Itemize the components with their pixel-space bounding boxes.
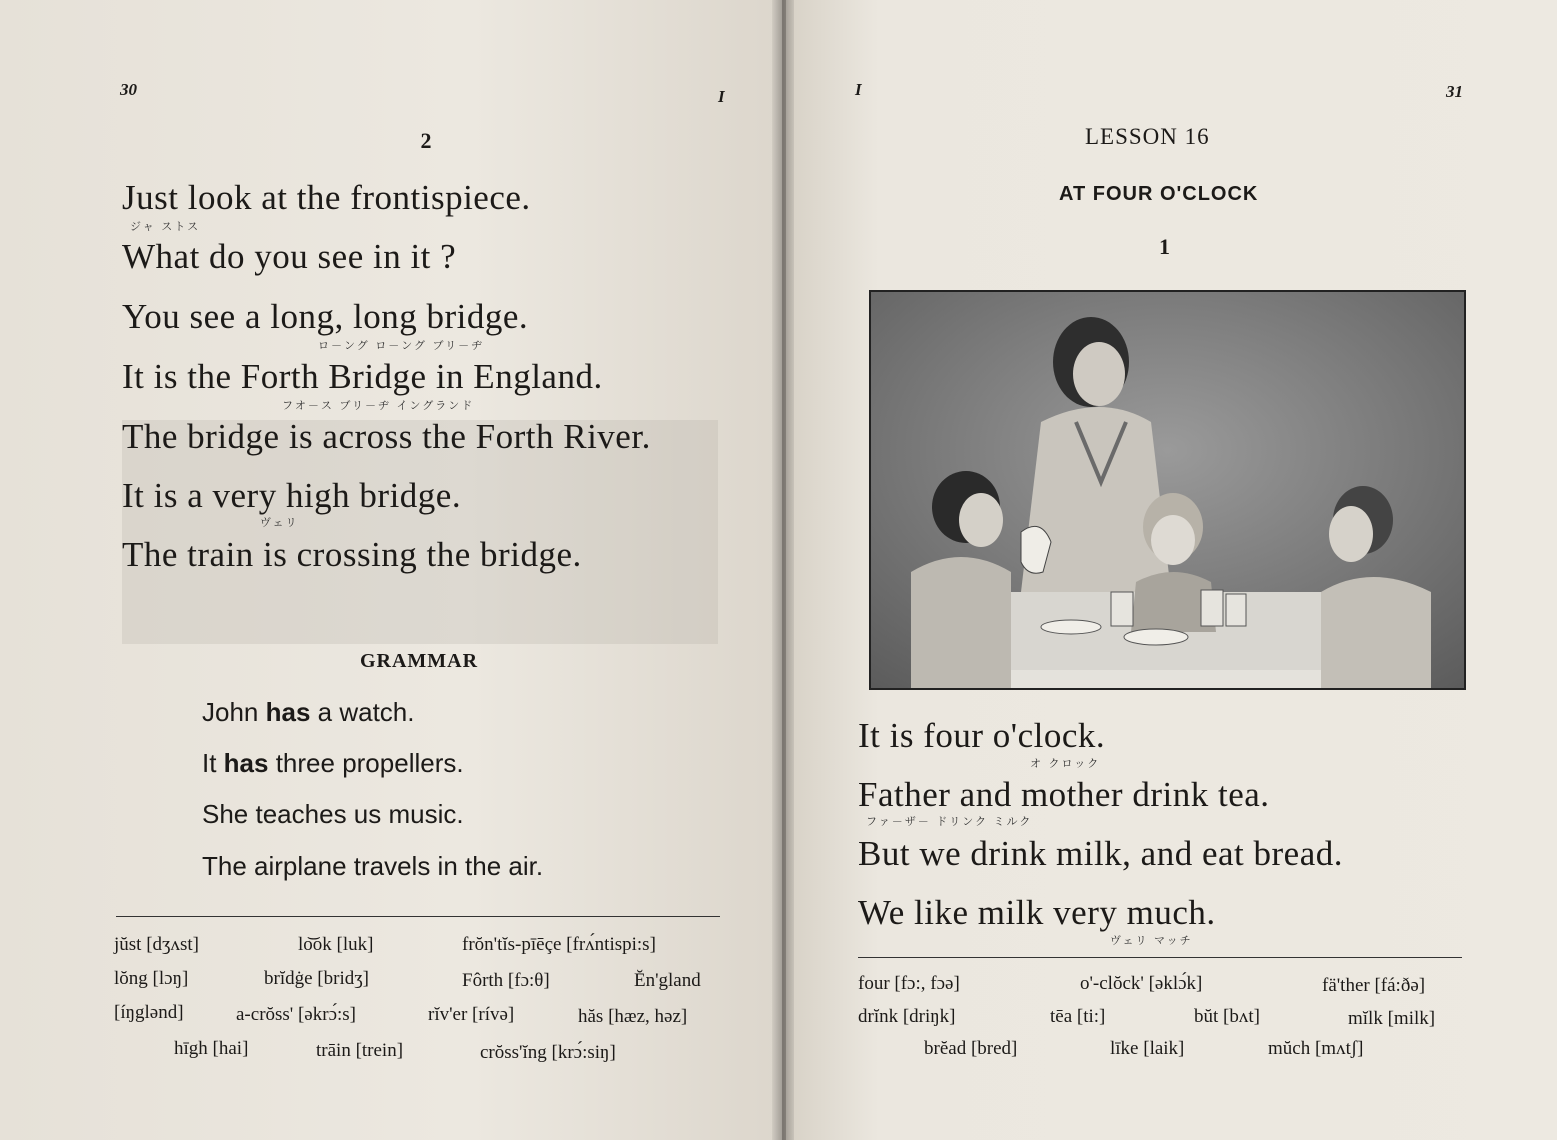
vocab-item: Ĕn'gland (634, 970, 701, 991)
page-number: 31 (1446, 82, 1463, 101)
grammar-line: She teaches us music. (202, 799, 464, 829)
vocab-item: rĭv'er [rívə] (428, 1004, 515, 1025)
reading-line: You see a long, long bridge. (122, 297, 529, 336)
reading-line: It is four o'clock. (858, 716, 1106, 755)
vocab-item: trāin [trein] (316, 1040, 404, 1061)
vocab-item: tēa [ti:] (1050, 1006, 1106, 1027)
section-number: 1 (1159, 234, 1170, 259)
family-tea-illustration (869, 290, 1466, 690)
vocab-item: brĕad [bred] (924, 1038, 1018, 1059)
furigana: ヴェリ (260, 516, 299, 529)
vocab-item: [íŋglənd] (114, 1002, 184, 1023)
vocab-item: bŭt [bʌt] (1194, 1006, 1260, 1027)
reading-line: What do you see in it ? (122, 237, 457, 276)
reading-line: The bridge is across the Forth River. (122, 417, 651, 456)
reading-line: Just look at the frontispiece. (122, 178, 531, 217)
page-number: 30 (120, 80, 137, 99)
vocab-item: fä'ther [fá:ðə] (1322, 975, 1426, 996)
lesson-subtitle: AT FOUR O'CLOCK (1059, 183, 1259, 205)
vocab-item: mĭlk [milk] (1348, 1008, 1436, 1029)
grammar-line: John has a watch. (202, 697, 415, 727)
vocab-item: o'-clŏck' [əklɔ́k] (1080, 973, 1203, 994)
reading-line: The train is crossing the bridge. (122, 535, 582, 574)
reading-line: Father and mother drink tea. (858, 775, 1270, 814)
reading-line: It is a very high bridge. (122, 476, 462, 515)
vocab-item: lo͝ok [luk] (298, 934, 374, 955)
vocab-item: mŭch [mʌtʃ] (1268, 1038, 1364, 1059)
vocab-item: jŭst [dʒʌst] (114, 934, 199, 955)
vocab-item: lŏng [lɔŋ] (114, 968, 189, 989)
vocab-item: four [fɔ:, fɔə] (858, 973, 960, 994)
corner-mark: I (855, 80, 862, 99)
furigana: ロ－ング ロ－ング ブリ－ヂ (318, 339, 485, 352)
reading-line: It is the Forth Bridge in England. (122, 357, 603, 396)
grammar-line: It has three propellers. (202, 748, 464, 778)
section-number: 2 (420, 128, 432, 153)
book-gutter (772, 0, 794, 1140)
vocab-item: a-crŏss' [əkrɔ́:s] (236, 1004, 357, 1025)
reading-line: We like milk very much. (858, 893, 1216, 932)
furigana: ジャ ストス (130, 220, 201, 233)
vocab-item: Fôrth [fɔ:θ] (462, 970, 550, 991)
grammar-heading: GRAMMAR (359, 650, 479, 672)
corner-mark: I (718, 87, 725, 106)
grammar-line: The airplane travels in the air. (202, 851, 544, 881)
vocab-item: brĭdġe [bridʒ] (264, 968, 369, 989)
furigana: ファ－ザ－ ドリンク ミルク (866, 815, 1033, 828)
furigana: フオ－ス ブリ－ヂ イングランド (282, 399, 475, 412)
vocab-item: līke [laik] (1110, 1038, 1185, 1059)
vocab-item: hăs [hæz, həz] (578, 1006, 688, 1027)
divider (116, 916, 720, 917)
vocab-item: hīgh [hai] (174, 1038, 249, 1059)
reading-line: But we drink milk, and eat bread. (858, 834, 1343, 873)
vocab-item: drĭnk [driŋk] (858, 1006, 956, 1027)
lesson-title: LESSON 16 (1085, 124, 1210, 149)
divider (858, 957, 1462, 958)
furigana: ヴェリ マッチ (1110, 934, 1193, 947)
vocab-item: frŏn'tĭs-pīēçe [frʌ́ntispi:s] (462, 934, 656, 955)
furigana: オ クロック (1030, 757, 1101, 770)
vocab-item: crŏss'ĭng [krɔ́:siŋ] (480, 1042, 616, 1063)
